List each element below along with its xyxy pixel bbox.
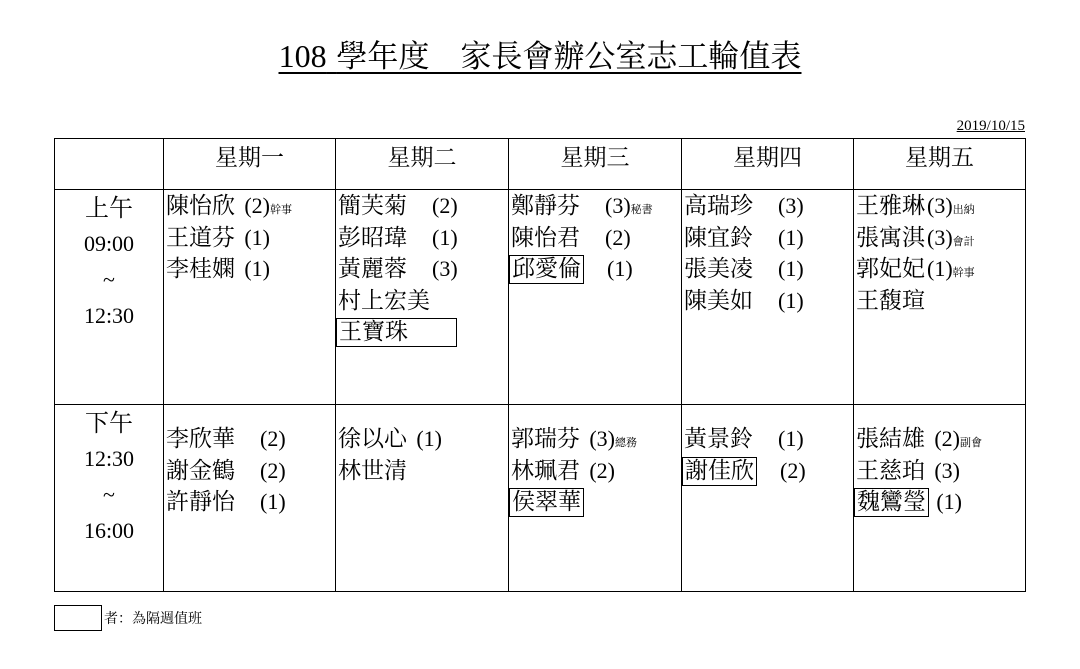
period-end: 16:00 [83, 518, 135, 543]
volunteer-entry [336, 423, 508, 455]
volunteer-entry [509, 253, 681, 285]
volunteer-name: 王雅琳 [856, 193, 925, 219]
entry-gap [409, 225, 432, 251]
volunteer-count: (3) [927, 193, 953, 218]
volunteer-name: 高瑞珍 [684, 193, 753, 219]
volunteer-role: 總務 [614, 436, 637, 449]
volunteer-entry [682, 285, 853, 317]
legend-text: 者：為隔週值班 [104, 611, 202, 627]
volunteer-entry [682, 222, 853, 254]
period-sep: ~ [103, 267, 115, 292]
slot-tue-pm [336, 405, 509, 592]
volunteer-entry [509, 423, 681, 455]
volunteer-entry [336, 222, 508, 254]
volunteer-count: (2) [605, 224, 631, 250]
volunteer-name: 黃景鈴 [684, 426, 753, 452]
slot-tue-am [336, 190, 509, 405]
volunteer-count: (1) [260, 489, 286, 514]
volunteer-name-biweekly: 侯翠華 [509, 488, 584, 517]
slot-fri-am [854, 190, 1026, 405]
volunteer-count: (1) [244, 224, 270, 250]
volunteer-name-biweekly: 王寶珠 [336, 318, 457, 347]
day-header-mon: 星期一 [164, 139, 336, 190]
volunteer-entry [509, 190, 681, 222]
volunteer-role: 副會 [959, 436, 982, 449]
slot-mon-pm [164, 405, 336, 592]
volunteer-name: 王道芬 [166, 224, 235, 251]
volunteer-count: (1) [936, 489, 962, 514]
volunteer-entry [509, 486, 681, 518]
entry-gap [582, 193, 605, 219]
slot-fri-pm [854, 405, 1026, 592]
period-end: 12:30 [83, 303, 135, 328]
volunteer-count: (2) [432, 193, 458, 218]
day-header-tue: 星期二 [336, 139, 509, 190]
volunteer-entry [854, 285, 1025, 317]
volunteer-entry [682, 423, 853, 455]
volunteer-name: 張寓淇 [856, 224, 925, 251]
period-label: 下午 [85, 409, 133, 437]
volunteer-count: (1) [607, 256, 633, 281]
slot-mon-am [164, 190, 336, 405]
volunteer-name: 鄭靜芬 [511, 193, 580, 219]
volunteer-name-biweekly: 謝佳欣 [682, 457, 757, 486]
volunteer-entry [854, 222, 1025, 254]
volunteer-entry [164, 423, 335, 455]
volunteer-entry [509, 222, 681, 254]
entry-gap [409, 256, 432, 282]
slot-wed-am [509, 190, 682, 405]
volunteer-count: (1) [927, 256, 953, 281]
volunteer-count: (2) [260, 426, 286, 451]
volunteer-entry [336, 190, 508, 222]
entry-gap [757, 458, 780, 484]
volunteer-name: 郭妃妃 [856, 256, 925, 282]
entry-gap [755, 426, 778, 452]
period-afternoon [55, 405, 164, 592]
volunteer-name: 陳怡欣 [166, 193, 235, 219]
volunteer-count: (2) [244, 193, 270, 218]
day-header-fri: 星期五 [854, 139, 1026, 190]
volunteer-entry [854, 190, 1025, 222]
volunteer-name: 彭昭瑋 [338, 224, 407, 251]
volunteer-name: 張結雄 [856, 426, 925, 452]
entry-gap [755, 193, 778, 219]
legend-box-swatch [54, 605, 102, 631]
volunteer-count: (1) [778, 287, 804, 313]
volunteer-entry [164, 190, 335, 222]
volunteer-name: 簡芙菊 [338, 193, 407, 219]
page-title [0, 36, 1080, 77]
period-label: 上午 [85, 194, 133, 222]
title-year: 108 [278, 38, 327, 74]
volunteer-entry [164, 455, 335, 487]
volunteer-count: (3) [778, 193, 804, 218]
entry-gap [237, 458, 260, 484]
volunteer-entry [682, 455, 853, 487]
volunteer-name-biweekly: 魏鸞瑩 [854, 488, 929, 517]
volunteer-count: (1) [778, 224, 804, 250]
volunteer-name: 王慈珀 [856, 457, 925, 484]
volunteer-entry [336, 455, 508, 487]
entry-gap [582, 225, 605, 251]
volunteer-entry [682, 190, 853, 222]
day-header-wed: 星期三 [509, 139, 682, 190]
volunteer-count: (3) [432, 256, 458, 281]
title-text: 學年度 家長會辦公室志工輪值表 [336, 39, 802, 75]
volunteer-name: 陳美如 [684, 287, 753, 314]
volunteer-count: (2) [589, 457, 615, 483]
volunteer-name: 許靜怡 [166, 489, 235, 515]
volunteer-name: 黃麗蓉 [338, 256, 407, 282]
header-row [55, 139, 1026, 190]
volunteer-name: 林珮君 [511, 457, 580, 484]
entry-gap [584, 256, 607, 282]
volunteer-count: (3) [934, 457, 960, 483]
volunteer-name: 李桂嫻 [166, 256, 235, 282]
volunteer-name: 陳宜鈴 [684, 224, 753, 251]
duty-roster-table [54, 138, 1026, 592]
volunteer-entry [854, 253, 1025, 285]
legend [54, 605, 202, 631]
volunteer-entry [164, 222, 335, 254]
issue-date: 2019/10/15 [956, 118, 1025, 134]
volunteer-name: 王馥瑄 [856, 287, 925, 314]
morning-row [55, 190, 1026, 405]
volunteer-name: 陳怡君 [511, 224, 580, 251]
slot-thu-pm [682, 405, 854, 592]
volunteer-name: 村上宏美 [338, 287, 430, 314]
volunteer-count: (3) [605, 193, 631, 218]
volunteer-name: 林世清 [338, 457, 407, 484]
entry-gap [755, 256, 778, 282]
period-start: 09:00 [83, 231, 135, 256]
period-start: 12:30 [83, 446, 135, 471]
volunteer-entry [336, 316, 508, 348]
volunteer-count: (1) [244, 256, 270, 281]
volunteer-entry [164, 253, 335, 285]
volunteer-count: (3) [589, 426, 615, 451]
afternoon-row [55, 405, 1026, 592]
entry-gap [409, 193, 432, 219]
volunteer-role: 幹事 [952, 266, 975, 279]
period-sep: ~ [103, 482, 115, 507]
corner-cell [55, 139, 164, 190]
volunteer-role: 幹事 [269, 203, 292, 216]
day-header-thu: 星期四 [682, 139, 854, 190]
volunteer-name: 郭瑞芬 [511, 426, 580, 452]
entry-gap [237, 426, 260, 452]
volunteer-name: 徐以心 [338, 426, 407, 452]
volunteer-name: 張美凌 [684, 256, 753, 282]
period-morning [55, 190, 164, 405]
volunteer-entry [336, 285, 508, 317]
volunteer-entry [509, 455, 681, 487]
volunteer-name-biweekly: 邱愛倫 [509, 255, 584, 284]
entry-gap [755, 225, 778, 251]
volunteer-name: 李欣華 [166, 426, 235, 452]
slot-wed-pm [509, 405, 682, 592]
volunteer-entry [854, 455, 1025, 487]
volunteer-entry [336, 253, 508, 285]
volunteer-entry [164, 486, 335, 518]
volunteer-count: (1) [778, 426, 804, 451]
volunteer-count: (1) [416, 426, 442, 451]
entry-gap [237, 489, 260, 515]
volunteer-role: 會計 [952, 234, 975, 248]
volunteer-entry [854, 486, 1025, 518]
volunteer-count: (1) [778, 256, 804, 281]
entry-gap [755, 288, 778, 314]
volunteer-entry [682, 253, 853, 285]
volunteer-count: (3) [927, 224, 953, 250]
volunteer-count: (1) [432, 224, 458, 250]
volunteer-role: 秘書 [630, 203, 653, 216]
volunteer-role: 出納 [952, 203, 975, 216]
volunteer-count: (2) [780, 457, 806, 483]
volunteer-entry [854, 423, 1025, 455]
volunteer-name: 謝金鶴 [166, 457, 235, 484]
volunteer-count: (2) [260, 457, 286, 483]
volunteer-count: (2) [934, 426, 960, 451]
slot-thu-am [682, 190, 854, 405]
